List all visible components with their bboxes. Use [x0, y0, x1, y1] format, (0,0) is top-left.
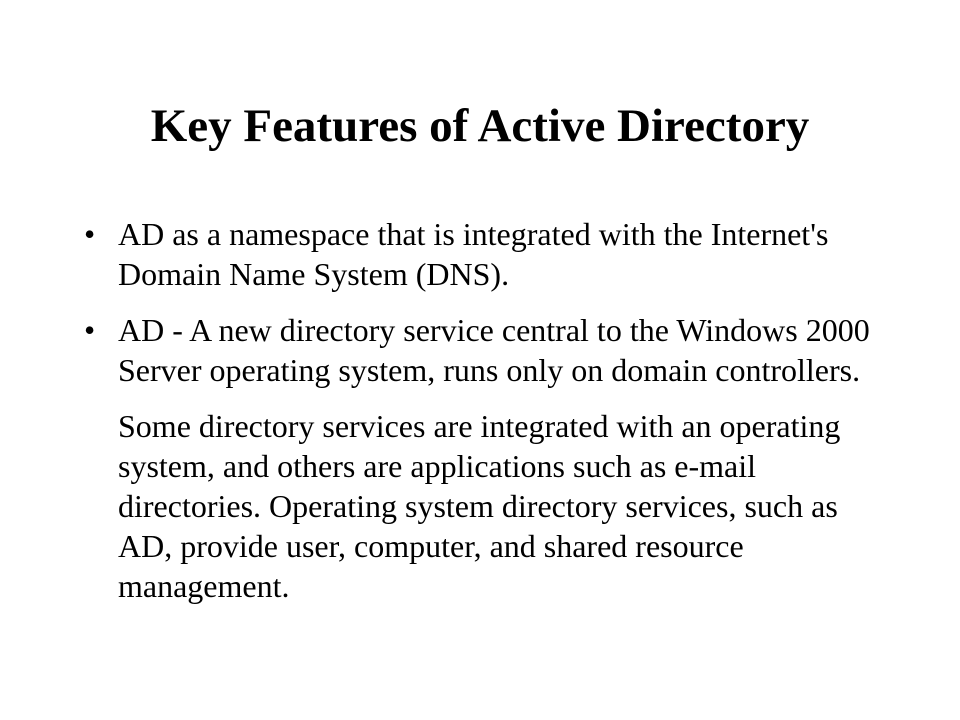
bullet-text: AD - A new directory service central to the Windows 2000 Server operating system, runs only on domain controllers.: [118, 312, 870, 388]
slide-title: Key Features of Active Directory: [150, 100, 810, 152]
bullet-marker: •: [84, 216, 96, 252]
bullet-marker: •: [84, 312, 96, 348]
bullet-text: AD as a namespace that is integrated with the Internet's Domain Name System (DNS).: [118, 216, 829, 292]
bullet-item: [84, 214, 884, 294]
body-paragraph: Some directory services are integrated with an operating system, and others are applications such as e-mail directories. Operating system directory services, such as AD, provide user, computer, and shared resource management.: [118, 408, 841, 604]
slide-body: [84, 214, 884, 606]
bullet-item: [84, 310, 884, 390]
